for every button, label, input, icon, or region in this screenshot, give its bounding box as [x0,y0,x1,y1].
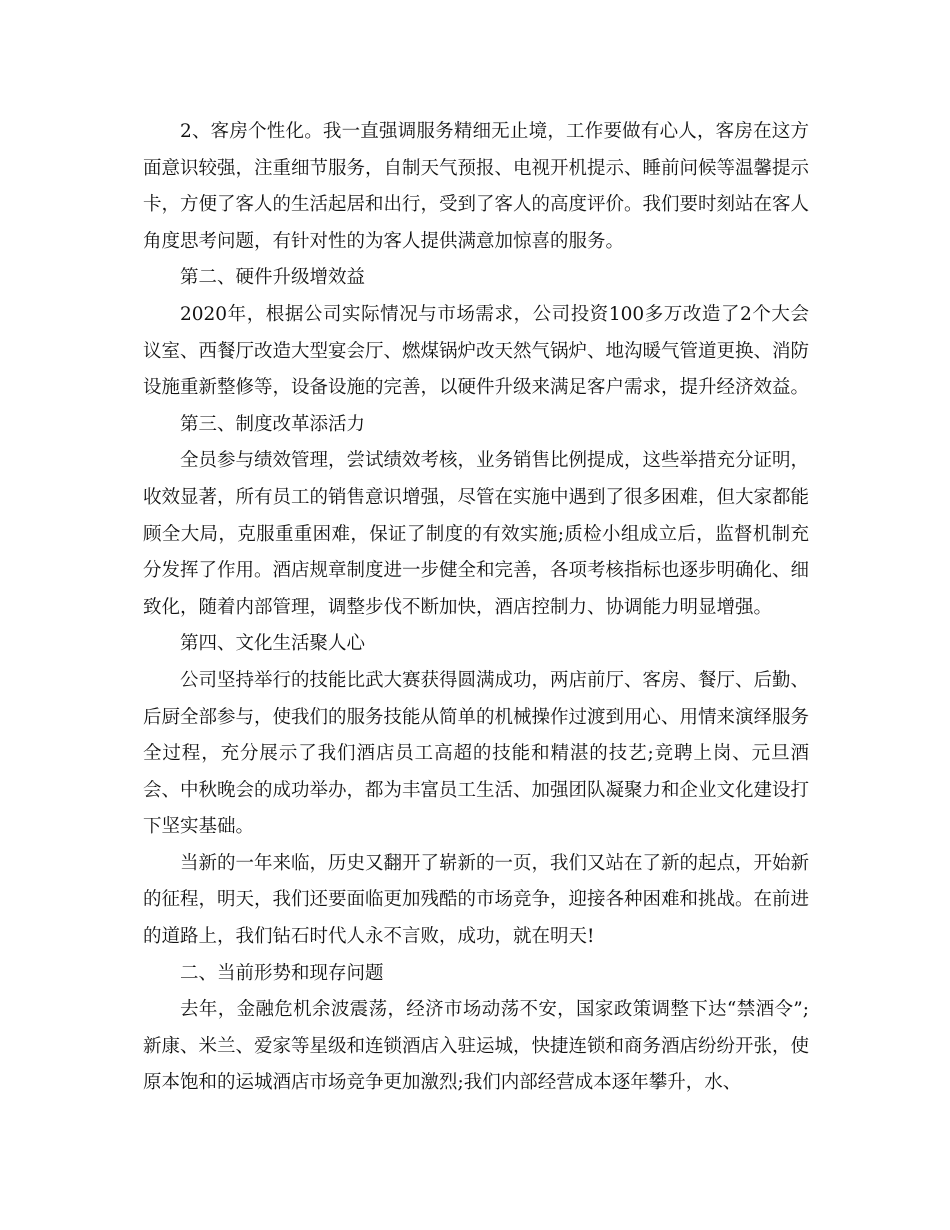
document-body [143,114,809,1102]
paragraph-hardware-upgrade: 2020年，根据公司实际情况与市场需求，公司投资100多万改造了2个大会议室、西餐厅改造大型宴会厅、燃煤锅炉改天然气锅炉、地沟暖气管道更换、消防设施重新整修等，设备设施的完善，以硬件升级来满足客户需求，提升经济效益。 [143,303,810,399]
paragraph-cultural-life: 公司坚持举行的技能比武大赛获得圆满成功，两店前厅、客房、餐厅、后勤、后厨全部参与，使我们的服务技能从简单的机械操作过渡到用心、用情来演绎服务全过程，充分展示了我们酒店员工高超的技能和精湛的技艺;竞聘上岗、元旦酒会、中秋晚会的成功举办，都为丰富员工生活、加强团队凝聚力和企业文化建设打下坚实基础。 [143,669,810,838]
section-heading-current-situation: 二、当前形势和现存问题 [180,962,384,984]
section-heading-cultural-life: 第四、文化生活聚人心 [180,633,366,655]
paragraph-system-reform: 全员参与绩效管理，尝试绩效考核，业务销售比例提成，这些举措充分证明，收效显著，所有员工的销售意识增强，尽管在实施中遇到了很多困难，但大家都能顾全大局，克服重重困难，保证了制度的有效实施;质检小组成立后，监督机制充分发挥了作用。酒店规章制度进一步健全和完善，各项考核指标也逐步明确化、细致化，随着内部管理，调整步伐不断加快，酒店控制力、协调能力明显增强。 [143,450,810,618]
paragraph-current-situation: 去年，金融危机余波震荡，经济市场动荡不安，国家政策调整下达“禁酒令”;新康、米兰、爱家等星级和连锁酒店入驻运城，快捷连锁和商务酒店纷纷开张，使原本饱和的运城酒店市场竞争更加激烈;我们内部经营成本逐年攀升，水、 [143,999,810,1094]
paragraph-new-year-outlook: 当新的一年来临，历史又翻开了崭新的一页，我们又站在了新的起点，开始新的征程，明天，我们还要面临更加残酷的市场竞争，迎接各种困难和挑战。在前进的道路上，我们钻石时代人永不言败，成功，就在明天! [143,852,810,948]
section-heading-hardware-upgrade: 第二、硬件升级增效益 [180,267,366,289]
section-heading-system-reform: 第三、制度改革添活力 [180,413,366,435]
paragraph-guest-room-personalization: 2、客房个性化。我一直强调服务精细无止境，工作要做有心人，客房在这方面意识较强，注重细节服务，自制天气预报、电视开机提示、睡前问候等温馨提示卡，方便了客人的生活起居和出行，受到了客人的高度评价。我们要时刻站在客人角度思考问题，有针对性的为客人提供满意加惊喜的服务。 [143,121,810,252]
